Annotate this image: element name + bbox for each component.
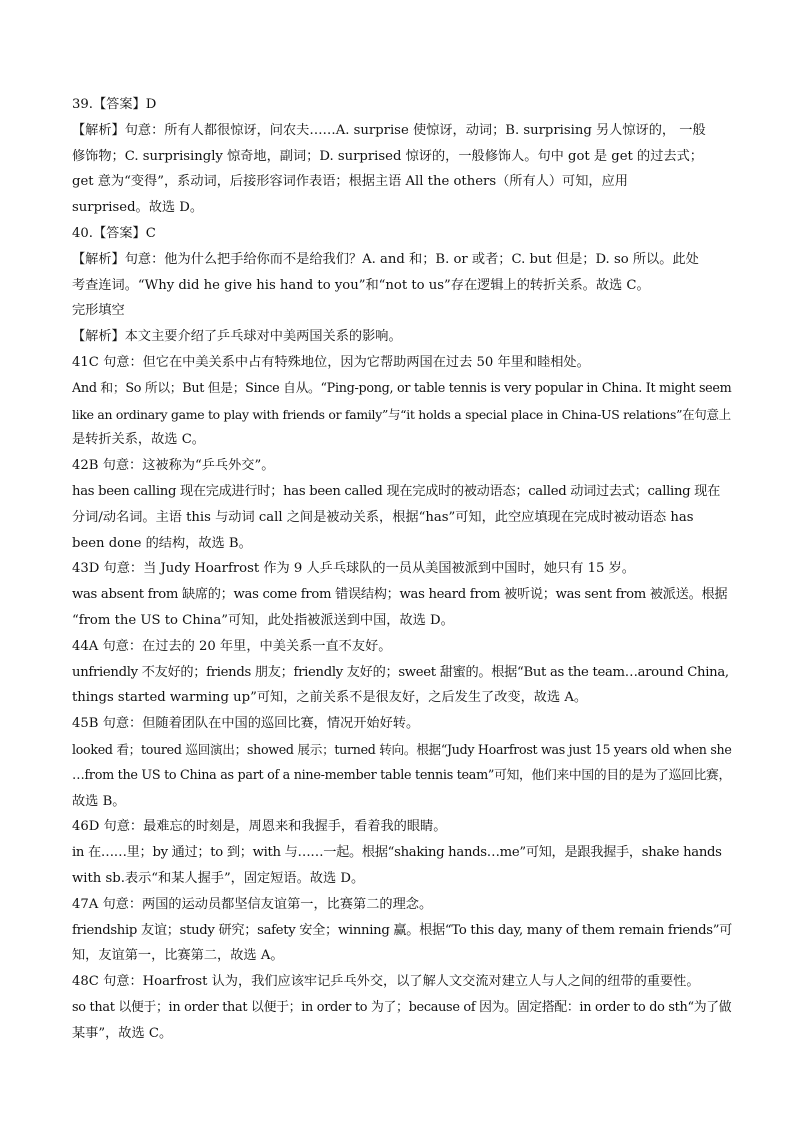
answer-48-explanation-line-2: 某事”，故选 C。 — [72, 1025, 173, 1041]
answer-46-explanation-line-2: with sb.表示“和某人握手”，固定短语。故选 D。 — [72, 870, 365, 886]
answer-46-explanation-line-1: in 在……里；by 通过；to 到；with 与……一起。根据“shaking hands…me”可知，是跟我握手，shake hands — [72, 845, 722, 861]
answer-45-explanation-line-2: …from the US to China as part of a nine-member table tennis team”可知，他们来中国的目的是为了巡回比赛， — [72, 767, 731, 783]
answer-41-explanation-line-3: 是转折关系，故选 C。 — [72, 432, 205, 448]
answer-41-meaning: 41C 句意：但它在中美关系中占有特殊地位，因为它帮助两国在过去 50 年里和睦相处。 — [72, 354, 590, 370]
cloze-summary: 【解析】本文主要介绍了乒乓球对中美两国关系的影响。 — [72, 329, 402, 345]
answer-39-heading: 39.【答案】D — [72, 97, 157, 112]
answer-47-explanation-line-1: friendship 友谊；study 研究；safety 安全；winning 赢。根据“To this day, many of them remain friends”可 — [72, 922, 733, 938]
answer-48-meaning: 48C 句意：Hoarfrost 认为，我们应该牢记乒乓外交，以了解人文交流对建立人与人之间的纽带的重要性。 — [72, 974, 700, 990]
answer-40-heading: 40.【答案】C — [72, 225, 156, 241]
answer-47-explanation-line-2: 知，友谊第一，比赛第二，故选 A。 — [72, 948, 284, 964]
answer-40-explanation-line-1: 【解析】句意：他为什么把手给你而不是给我们？A. and 和；B. or 或者；C. but 但是；D. so 所以。此处 — [72, 251, 699, 267]
answer-46-meaning: 46D 句意：最难忘的时刻是，周恩来和我握手，看着我的眼睛。 — [72, 819, 447, 835]
answer-45-explanation-line-1: looked 看；toured 巡回演出；showed 展示；turned 转向。根据“Judy Hoarfrost was just 15 years old when she — [72, 741, 732, 757]
answer-47-meaning: 47A 句意：两国的运动员都坚信友谊第一，比赛第二的理念。 — [72, 896, 433, 912]
answer-43-meaning: 43D 句意：当 Judy Hoarfrost 作为 9 人乒乓球队的一员从美国被派到中国时，她只有 15 岁。 — [72, 561, 635, 577]
answer-44-meaning: 44A 句意：在过去的 20 年里，中美关系一直不友好。 — [72, 638, 392, 654]
answer-42-explanation-line-1: has been calling 现在完成进行时；has been called 现在完成时的被动语态；called 动词过去式；calling 现在 — [72, 483, 720, 499]
answer-44-explanation-line-2: things started warming up”可知，之前关系不是很友好，之后发生了改变，故选 A。 — [72, 690, 588, 706]
answer-39-explanation-line-4: surprised。故选 D。 — [72, 200, 204, 216]
answer-39-explanation-line-2: 修饰物；C. surprisingly 惊奇地，副词；D. surprised 惊讶的，一般修饰人。句中 got 是 get 的过去式； — [72, 148, 703, 164]
answer-45-meaning: 45B 句意：但随着团队在中国的巡回比赛，情况开始好转。 — [72, 716, 420, 732]
answer-43-explanation-line-1: was absent from 缺席的；was come from 错误结构；was heard from 被听说；was sent from 被派送。根据 — [72, 587, 728, 603]
answer-41-explanation-line-2: like an ordinary game to play with friends or family”与“it holds a special place in China-US relations”在句意上 — [72, 406, 731, 422]
answer-39-explanation-line-1: 【解析】句意：所有人都很惊讶，问农夫……A. surprise 使惊讶，动词；B. surprising 另人惊讶的， 一般 — [72, 122, 706, 138]
answer-43-explanation-line-2: “from the US to China”可知，此处指被派送到中国，故选 D。 — [72, 612, 454, 628]
answer-44-explanation-line-1: unfriendly 不友好的；friends 朋友；friendly 友好的；sweet 甜蜜的。根据“But as the team…around China, — [72, 664, 729, 680]
answer-48-explanation-line-1: so that 以便于；in order that 以便于；in order to 为了；because of 因为。固定搭配：in order to do sth“为了做 — [72, 999, 732, 1015]
answer-45-explanation-line-3: 故选 B。 — [72, 793, 126, 809]
answer-39-explanation-line-3: get 意为“变得”，系动词，后接形容词作表语；根据主语 All the others（所有人）可知，应用 — [72, 174, 628, 190]
section-title-cloze: 完形填空 — [72, 303, 125, 319]
document-page — [72, 92, 732, 1046]
answer-40-explanation-line-2: 考查连词。“Why did he give his hand to you”和“not to us”存在逻辑上的转折关系。故选 C。 — [72, 277, 650, 293]
answer-42-explanation-line-2: 分词/动名词。主语 this 与动词 call 之间是被动关系，根据“has”可知，此空应填现在完成时被动语态 has — [72, 509, 694, 525]
answer-42-explanation-line-3: been done 的结构，故选 B。 — [72, 535, 252, 551]
answer-42-meaning: 42B 句意：这被称为“乒乓外交”。 — [72, 458, 275, 474]
answer-41-explanation-line-1: And 和；So 所以；But 但是；Since 自从。“Ping-pong, or table tennis is very popular in China. It might seem — [72, 380, 732, 396]
